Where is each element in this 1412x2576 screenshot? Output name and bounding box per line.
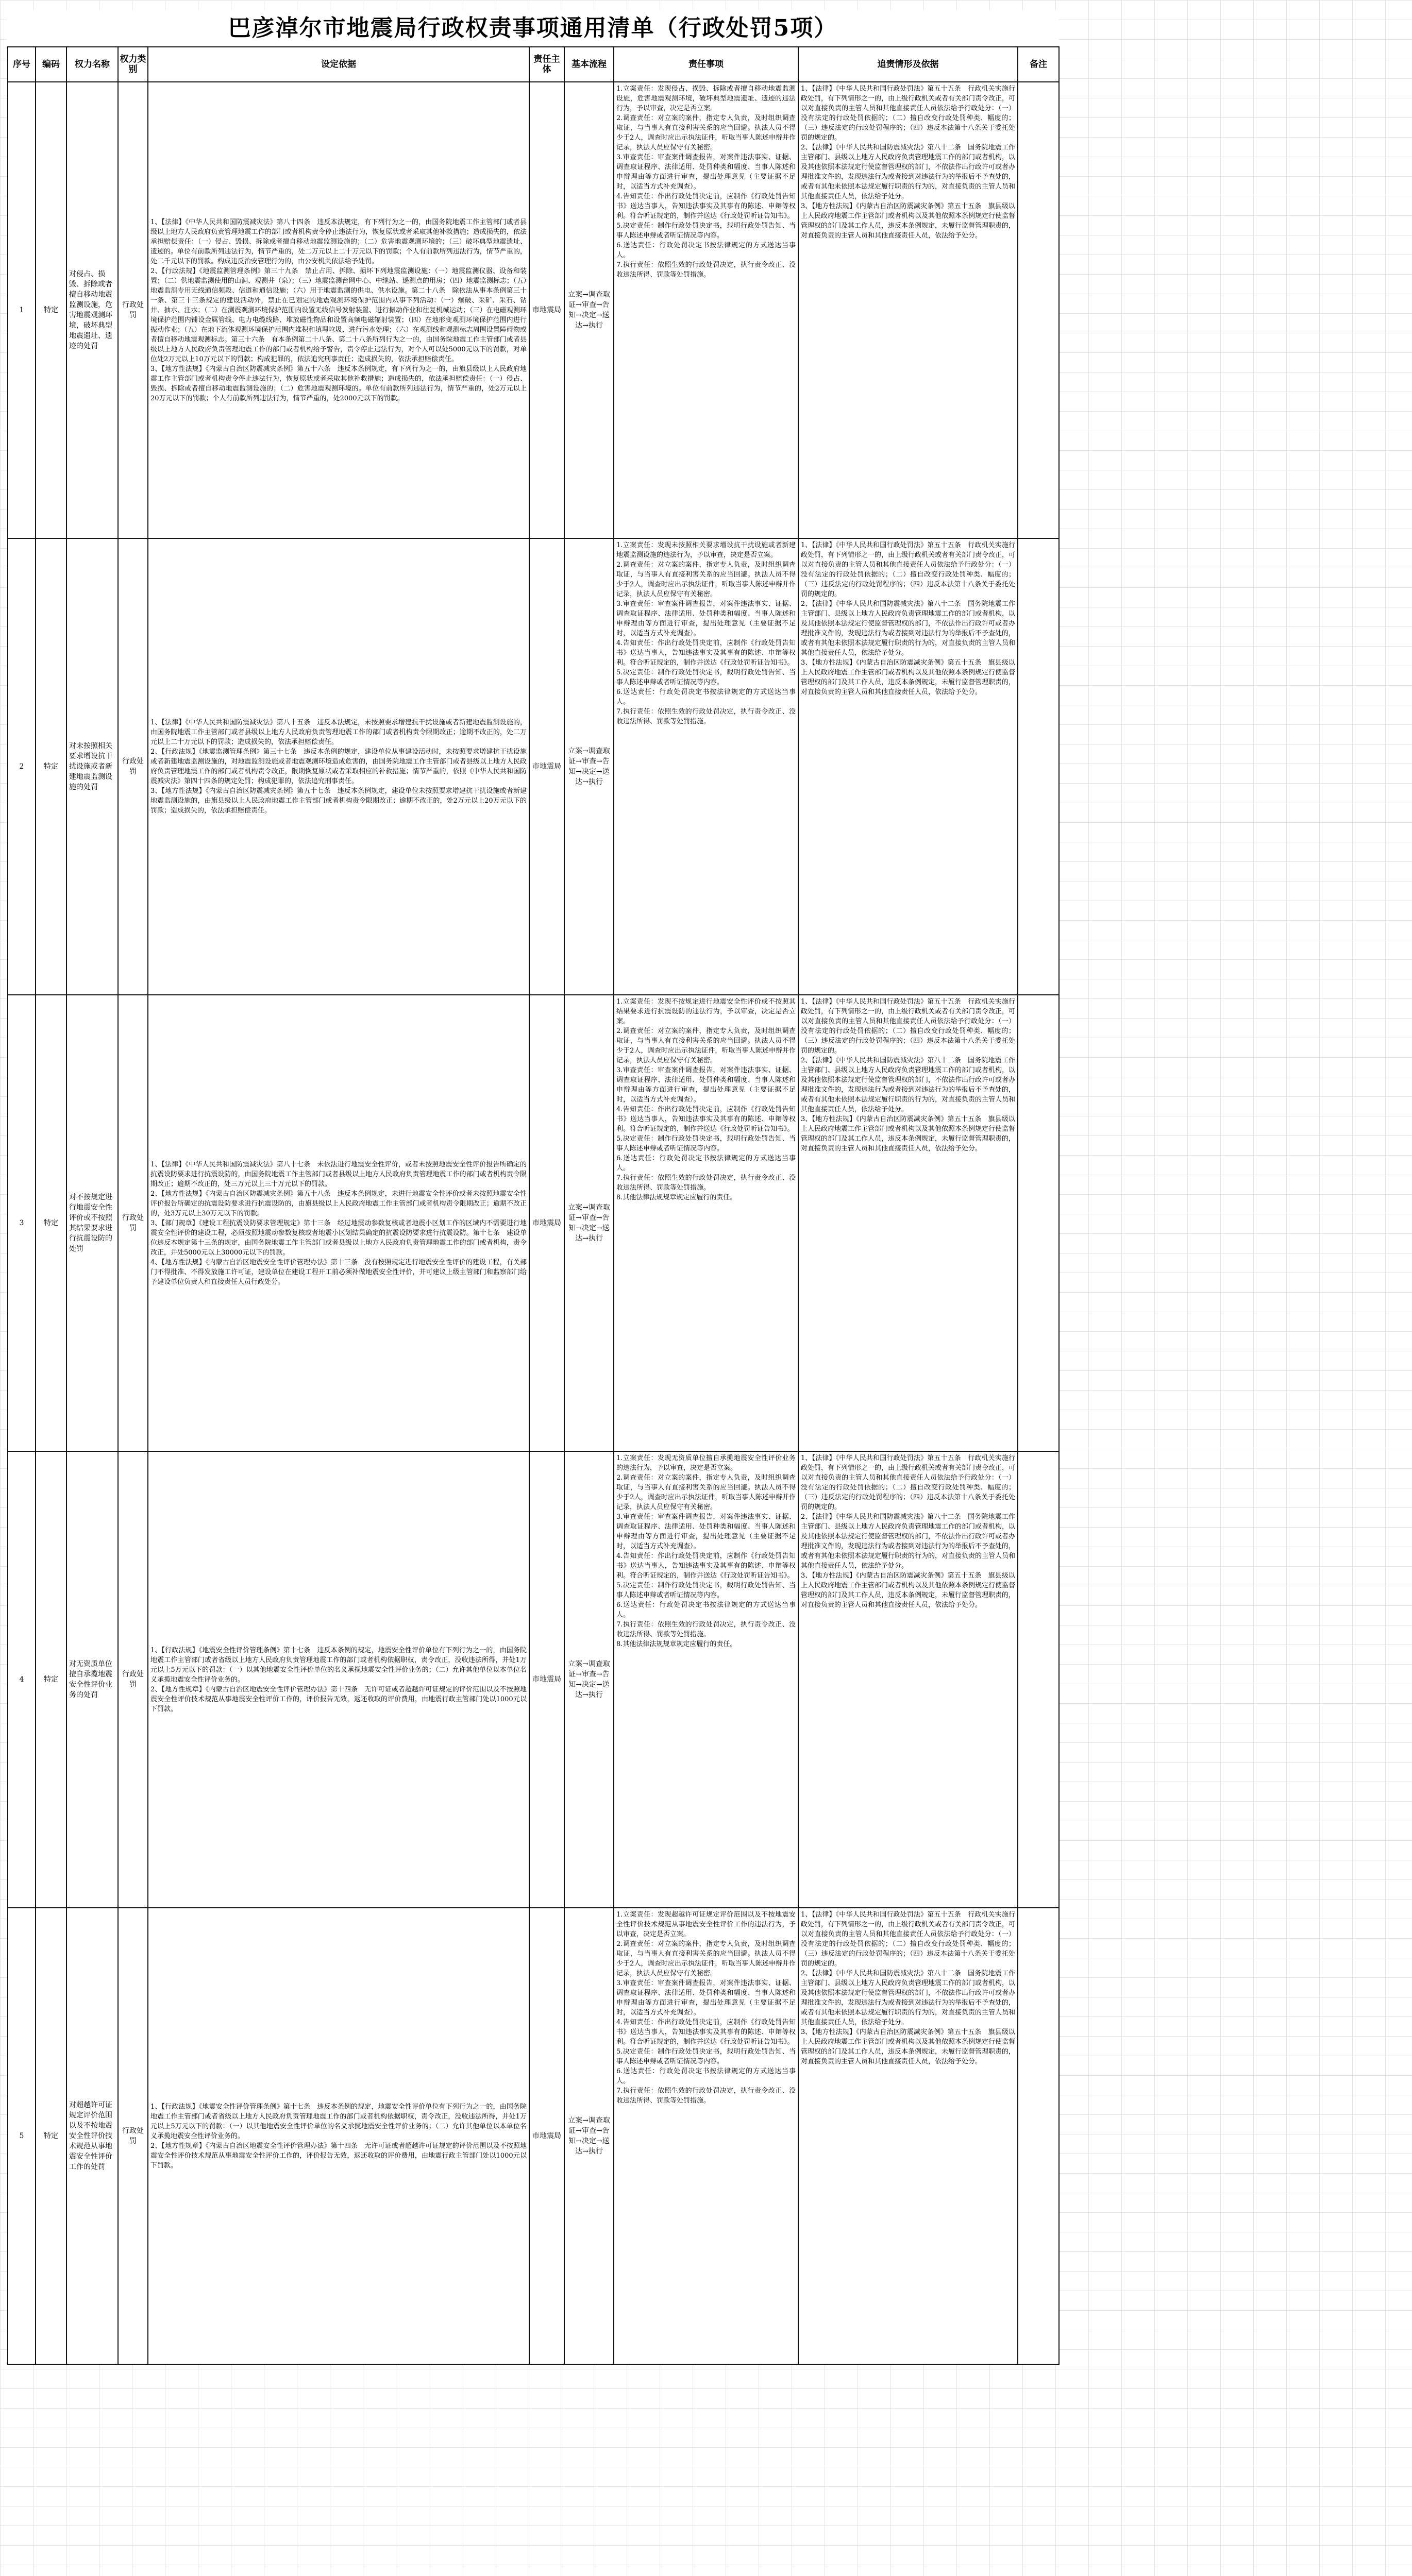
header-basis: 设定依据	[148, 47, 529, 82]
document-sheet	[7, 10, 1058, 2365]
duty-list-table	[7, 46, 1060, 2365]
cell-power-name: 对无资质单位擅自承揽地震安全性评价业务的处罚	[66, 1451, 118, 1908]
header-name: 权力名称	[66, 47, 118, 82]
cell-power-type: 行政处罚	[118, 995, 148, 1451]
header-subject: 责任主体	[529, 47, 564, 82]
header-remark: 备注	[1018, 47, 1059, 82]
cell-power-name: 对侵占、损毁、拆除或者擅自移动地震监测设施，危害地震观测环境，破坏典型地震遗址、遗迹的处罚	[66, 82, 118, 538]
cell-subject: 市地震局	[529, 538, 564, 995]
cell-remark	[1018, 1908, 1059, 2364]
cell-duty: 1.立案责任：发现未按照相关要求增设抗干扰设施或者新建地震监测设施的违法行为，予以审查，决定是否立案。 2.调查责任：对立案的案件，指定专人负责，及时组织调查取证，与当事人有直接利害关系的应当回避。执法人员不得少于2人，调查时应出示执法证件，听取当事人陈述申辩并作记录，执法人员应保守有关秘密。 3.审查责任：审查案件调查报告，对案件违法事实、证据、调查取证程序、法律适用、处罚种类和幅度、当事人陈述和申辩理由等方面进行审查，提出处理意见（主要证据不足时，以适当方式补充调查）。 4.告知责任：作出行政处罚决定前，应制作《行政处罚告知书》送达当事人，告知违法事实及其事有的陈述、申辩等权利。符合听证规定的，制作并送达《行政处罚听证告知书》。 5.决定责任：制作行政处罚决定书，载明行政处罚告知、当事人陈述申辩或者听证情况等内容。 6.送达责任：行政处罚决定书按法律规定的方式送达当事人。 7.执行责任：依照生效的行政处罚决定，执行责令改正、没收违法所得、罚款等处罚措施。	[614, 538, 798, 995]
cell-remark	[1018, 1451, 1059, 1908]
cell-legal-basis: 1、【法律】《中华人民共和国防震减灾法》第八十五条 违反本法规定，未按照要求增建抗干扰设施或者新建地震监测设施的，由国务院地震工作主管部门或者县级以上地方人民政府负责管理地震工作的部门或者机构责令限期改正；逾期不改正的，处二万元以上二十万元以下的罚款；造成损失的，依法承担赔偿责任。 2、【行政法规】《地震监测管理条例》第三十七条 违反本条例的规定，建设单位从事建设活动时，未按照要求增建抗干扰设施或者新建地震监测设施的，对地震监测设施或者地震观测环境造成危害的，由国务院地震工作主管部门或者县级以上地方人民政府负责管理地震工作的部门或者机构责令改正，限期恢复原状或者采取相应的补救措施；情节严重的，依照《中华人民共和国防震减灾法》第四十四条的规定处罚；构成犯罪的，依法追究刑事责任。 3、【地方性法规】《内蒙古自治区防震减灾条例》第五十七条 违反本条例规定，建设单位未按照要求增建抗干扰设施或者新建地震监测设施的，由旗县级以上人民政府地震工作主管部门或者机构责令限期改正；逾期不改正的，处2万元以上20万元以下的罚款；造成损失的，依法承担赔偿责任。	[148, 538, 529, 995]
cell-power-name: 对超越许可证规定评价范围以及不按地震安全性评价技术规范从事地震安全性评价工作的处罚	[66, 1908, 118, 2364]
cell-process: 立案→调查取证→审查→告知→决定→送达→执行	[564, 538, 614, 995]
cell-subject: 市地震局	[529, 995, 564, 1451]
cell-accountability: 1、【法律】《中华人民共和国行政处罚法》第五十五条 行政机关实施行政处罚，有下列情形之一的，由上级行政机关或者有关部门责令改正，可以对直接负责的主管人员和其他直接责任人员依法给予行政处分：（一）没有法定的行政处罚依据的；（二）擅自改变行政处罚种类、幅度的；（三）违反法定的行政处罚程序的；（四）违反本法第十八条关于委托处罚的规定的。 2、【法律】《中华人民共和国防震减灾法》第八十二条 国务院地震工作主管部门、县级以上地方人民政府负责管理地震工作的部门或者机构，以及其他依照本法规定行使监督管理权的部门，不依法作出行政许可或者办理批准文件的，发现违法行为或者接到对违法行为的举报后不予查处的，或者有其他未依照本法规定履行职责的行为的，对直接负责的主管人员和其他直接责任人员，依法给予处分。 3、【地方性法规】《内蒙古自治区防震减灾条例》第五十五条 旗县级以上人民政府地震工作主管部门或者机构以及其他依照本条例规定行使监督管理权的部门及其工作人员，违反本条例规定，未履行监督管理职责的，对直接负责的主管人员和其他直接责任人员，依法给予处分。	[798, 1908, 1018, 2364]
cell-seq: 5	[8, 1908, 36, 2364]
table-row	[8, 1908, 1059, 2364]
cell-duty: 1.立案责任：发现超越许可证规定评价范围以及不按地震安全性评价技术规范从事地震安全性评价工作的违法行为，予以审查，决定是否立案。 2.调查责任：对立案的案件，指定专人负责，及时组织调查取证，与当事人有直接利害关系的应当回避。执法人员不得少于2人，调查时应出示执法证件，听取当事人陈述申辩并作记录，执法人员应保守有关秘密。 3.审查责任：审查案件调查报告，对案件违法事实、证据、调查取证程序、法律适用、处罚种类和幅度、当事人陈述和申辩理由等方面进行审查，提出处理意见（主要证据不足时，以适当方式补充调查）。 4.告知责任：作出行政处罚决定前，应制作《行政处罚告知书》送达当事人，告知违法事实及其事有的陈述、申辩等权利。符合听证规定的，制作并送达《行政处罚听证告知书》。 5.决定责任：制作行政处罚决定书，载明行政处罚告知、当事人陈述申辩或者听证情况等内容。 6.送达责任：行政处罚决定书按法律规定的方式送达当事人。 7.执行责任：依照生效的行政处罚决定，执行责令改正、没收违法所得、罚款等处罚措施。	[614, 1908, 798, 2364]
cell-seq: 2	[8, 538, 36, 995]
cell-code: 特定	[36, 1451, 66, 1908]
cell-code: 特定	[36, 538, 66, 995]
cell-process: 立案→调查取证→审查→告知→决定→送达→执行	[564, 82, 614, 538]
cell-code: 特定	[36, 1908, 66, 2364]
cell-legal-basis: 1、【法律】《中华人民共和国防震减灾法》第八十四条 违反本法规定，有下列行为之一的，由国务院地震工作主管部门或者县级以上地方人民政府负责管理地震工作的部门或者机构责令停止违法行为，恢复原状或者采取其他补救措施；造成损失的，依法承担赔偿责任：（一）侵占、毁损、拆除或者擅自移动地震监测设施的；（二）危害地震观测环境的；（三）破坏典型地震遗址、遗迹的。单位有前款所列违法行为，情节严重的，处二万元以上二十万元以下的罚款；个人有前款所列违法行为，情节严重的，处二千元以下的罚款。构成违反治安管理行为的，由公安机关依法给予处罚。 2、【行政法规】《地震监测管理条例》第三十九条 禁止占用、拆除、损坏下列地震监测设施：（一）地震监测仪器、设备和装置；（二）供地震监测使用的山洞、观测井（泉）；（三）地震监测台网中心、中继站、遥测点的用房；（四）地震监测标志；（五）地震监测专用无线通信频段、信道和通信设施；（六）用于地震监测的供电、供水设施。第二十八条 除依法从事本条例第三十一条、第三十三条规定的建设活动外，禁止在已划定的地震观测环境保护范围内从事下列活动：（一）爆破、采矿、采石、钻井、抽水、注水；（二）在测震观测环境保护范围内设置无线信号发射装置、进行振动作业和往复机械运动；（三）在电磁观测环境保护范围内铺设金属管线、电力电缆线路、堆放磁性物品和设置高频电磁辐射装置；（四）在地形变观测环境保护范围内进行振动作业；（五）在地下流体观测环境保护范围内堆积和填埋垃圾、进行污水处理；（六）在观测线和观测标志周围设置障碍物或者擅自移动地震观测标志。第三十六条 有本条例第二十八条、第二十八条所列行为之一的，由国务院地震工作主管部门或者县级以上地方人民政府负责管理地震工作的部门或者机构给予警告，责令停止违法行为，对个人可以处5000元以下的罚款，对单位处2万元以上10万元以下的罚款；构成犯罪的，依法追究刑事责任；造成损失的，依法承担赔偿责任。 3、【地方性法规】《内蒙古自治区防震减灾条例》第五十六条 违反本条例规定，有下列行为之一的，由旗县级以上人民政府地震工作主管部门或者机构责令停止违法行为，恢复原状或者采取其他补救措施；造成损失的，依法承担赔偿责任：（一）侵占、毁损、拆除或者擅自移动地震监测设施的；（二）危害地震观测环境的。单位有前款所列违法行为，情节严重的，处2万元以上20万元以下的罚款；个人有前款所列违法行为，情节严重的，处2000元以下的罚款。	[148, 82, 529, 538]
header-duty: 责任事项	[614, 47, 798, 82]
cell-accountability: 1、【法律】《中华人民共和国行政处罚法》第五十五条 行政机关实施行政处罚，有下列情形之一的，由上级行政机关或者有关部门责令改正，可以对直接负责的主管人员和其他直接责任人员依法给予行政处分：（一）没有法定的行政处罚依据的；（二）擅自改变行政处罚种类、幅度的；（三）违反法定的行政处罚程序的；（四）违反本法第十八条关于委托处罚的规定的。 2、【法律】《中华人民共和国防震减灾法》第八十二条 国务院地震工作主管部门、县级以上地方人民政府负责管理地震工作的部门或者机构，以及其他依照本法规定行使监督管理权的部门，不依法作出行政许可或者办理批准文件的，发现违法行为或者接到对违法行为的举报后不予查处的，或者有其他未依照本法规定履行职责的行为的，对直接负责的主管人员和其他直接责任人员，依法给予处分。 3、【地方性法规】《内蒙古自治区防震减灾条例》第五十五条 旗县级以上人民政府地震工作主管部门或者机构以及其他依照本条例规定行使监督管理权的部门及其工作人员，违反本条例规定，未履行监督管理职责的，对直接负责的主管人员和其他直接责任人员，依法给予处分。	[798, 1451, 1018, 1908]
cell-legal-basis: 1、【行政法规】《地震安全性评价管理条例》第十七条 违反本条例的规定，地震安全性评价单位有下列行为之一的，由国务院地震工作主管部门或者省级以上地方人民政府负责管理地震工作的部门或者机构依据职权，责令改正，没收违法所得，并处1万元以上5万元以下的罚款：（一）以其他地震安全性评价单位的名义承揽地震安全性评价业务的；（二）允许其他单位以本单位名义承揽地震安全性评价业务的。 2、【地方性规章】《内蒙古自治区地震安全性评价管理办法》第十四条 无许可证或者超越许可证规定的评价范围以及不按照地震安全性评价技术规范从事地震安全性评价工作的，评价报告无效，返还收取的评价费用，由地震行政主管部门处以1000元以下罚款。	[148, 1451, 529, 1908]
cell-remark	[1018, 538, 1059, 995]
cell-duty: 1.立案责任：发现不按规定进行地震安全性评价或不按照其结果要求进行抗震设防的违法行为，予以审查，决定是否立案。 2.调查责任：对立案的案件，指定专人负责，及时组织调查取证，与当事人有直接利害关系的应当回避。执法人员不得少于2人，调查时应出示执法证件，听取当事人陈述申辩并作记录，执法人员应保守有关秘密。 3.审查责任：审查案件调查报告，对案件违法事实、证据、调查取证程序、法律适用、处罚种类和幅度、当事人陈述和申辩理由等方面进行审查，提出处理意见（主要证据不足时，以适当方式补充调查）。 4.告知责任：作出行政处罚决定前，应制作《行政处罚告知书》送达当事人，告知违法事实及其事有的陈述、申辩等权利。符合听证规定的，制作并送达《行政处罚听证告知书》。 5.决定责任：制作行政处罚决定书，载明行政处罚告知、当事人陈述申辩或者听证情况等内容。 6.送达责任：行政处罚决定书按法律规定的方式送达当事人。 7.执行责任：依照生效的行政处罚决定，执行责令改正、没收违法所得、罚款等处罚措施。 8.其他法律法规规章规定应履行的责任。	[614, 995, 798, 1451]
header-seq: 序号	[8, 47, 36, 82]
cell-legal-basis: 1、【行政法规】《地震安全性评价管理条例》第十七条 违反本条例的规定，地震安全性评价单位有下列行为之一的，由国务院地震工作主管部门或者省级以上地方人民政府负责管理地震工作的部门或者机构依据职权，责令改正，没收违法所得，并处1万元以上5万元以下的罚款：（一）以其他地震安全性评价单位的名义承揽地震安全性评价业务的；（二）允许其他单位以本单位名义承揽地震安全性评价业务的。 2、【地方性规章】《内蒙古自治区地震安全性评价管理办法》第十四条 无许可证或者超越许可证规定的评价范围以及不按照地震安全性评价技术规范从事地震安全性评价工作的，评价报告无效，返还收取的评价费用，由地震行政主管部门处以1000元以下罚款。	[148, 1908, 529, 2364]
cell-remark	[1018, 995, 1059, 1451]
cell-subject: 市地震局	[529, 82, 564, 538]
table-row	[8, 538, 1059, 995]
table-row	[8, 1451, 1059, 1908]
cell-power-name: 对不按规定进行地震安全性评价或不按照其结果要求进行抗震设防的处罚	[66, 995, 118, 1451]
cell-seq: 4	[8, 1451, 36, 1908]
cell-seq: 3	[8, 995, 36, 1451]
cell-legal-basis: 1、【法律】《中华人民共和国防震减灾法》第八十七条 未依法进行地震安全性评价，或者未按照地震安全性评价报告所确定的抗震设防要求进行抗震设防的，由国务院地震工作主管部门或者县级以上地方人民政府负责管理地震工作的部门或者机构责令限期改正；逾期不改正的，处三万元以上三十万元以下的罚款。 2、【地方性法规】《内蒙古自治区防震减灾条例》第五十八条 违反本条例规定，未进行地震安全性评价或者未按照地震安全性评价报告所确定的抗震设防要求进行抗震设防的，由旗县级以上人民政府地震工作主管部门或者机构责令限期改正；逾期不改正的，处3万元以上30万元以下的罚款。 3、【部门规章】《建设工程抗震设防要求管理规定》第十三条 经过地震动参数复核或者地震小区划工作的区域内不需要进行地震安全性评价的建设工程，必须按照地震动参数复核或者地震小区划结果确定的抗震设防要求进行抗震设防。第十七条 建设单位违反本规定第十三条的规定，由国务院地震工作主管部门或者县级以上地方人民政府负责管理地震工作的部门或者机构，责令改正，并处5000元以上30000元以下的罚款。 4、【地方性法规】《内蒙古自治区地震安全性评价管理办法》第十三条 没有按照规定进行地震安全性评价的建设工程，有关部门不得批准、不得发放施工许可证，建设单位在建设工程开工前必须补做地震安全性评价，并可建议上级主管部门和监察部门给予建设单位负责人和直接责任人员行政处分。	[148, 995, 529, 1451]
header-process: 基本流程	[564, 47, 614, 82]
header-row	[8, 47, 1059, 82]
cell-power-name: 对未按照相关要求增设抗干扰设施或者新建地震监测设施的处罚	[66, 538, 118, 995]
cell-duty: 1.立案责任：发现侵占、损毁、拆除或者擅自移动地震监测设施，危害地震观测环境，破坏典型地震遗址、遗迹的违法行为，予以审查，决定是否立案。 2.调查责任：对立案的案件，指定专人负责，及时组织调查取证，与当事人有直接利害关系的应当回避。执法人员不得少于2人，调查时应出示执法证件，听取当事人陈述申辩并作记录，执法人员应保守有关秘密。 3.审查责任：审查案件调查报告，对案件违法事实、证据、调查取证程序、法律适用、处罚种类和幅度、当事人陈述和申辩理由等方面进行审查，提出处理意见（主要证据不足时，以适当方式补充调查）。 4.告知责任：作出行政处罚决定前，应制作《行政处罚告知书》送达当事人，告知违法事实及其事有的陈述、申辩等权利。符合听证规定的，制作并送达《行政处罚听证告知书》。 5.决定责任：制作行政处罚决定书，载明行政处罚告知、当事人陈述申辩或者听证情况等内容。 6.送达责任：行政处罚决定书按法律规定的方式送达当事人。 7.执行责任：依照生效的行政处罚决定，执行责令改正、没收违法所得、罚款等处罚措施。	[614, 82, 798, 538]
cell-power-type: 行政处罚	[118, 82, 148, 538]
cell-seq: 1	[8, 82, 36, 538]
cell-process: 立案→调查取证→审查→告知→决定→送达→执行	[564, 995, 614, 1451]
cell-process: 立案→调查取证→审查→告知→决定→送达→执行	[564, 1451, 614, 1908]
cell-power-type: 行政处罚	[118, 538, 148, 995]
cell-accountability: 1、【法律】《中华人民共和国行政处罚法》第五十五条 行政机关实施行政处罚，有下列情形之一的，由上级行政机关或者有关部门责令改正，可以对直接负责的主管人员和其他直接责任人员依法给予行政处分：（一）没有法定的行政处罚依据的；（二）擅自改变行政处罚种类、幅度的；（三）违反法定的行政处罚程序的；（四）违反本法第十八条关于委托处罚的规定的。 2、【法律】《中华人民共和国防震减灾法》第八十二条 国务院地震工作主管部门、县级以上地方人民政府负责管理地震工作的部门或者机构，以及其他依照本法规定行使监督管理权的部门，不依法作出行政许可或者办理批准文件的，发现违法行为或者接到对违法行为的举报后不予查处的，或者有其他未依照本法规定履行职责的行为的，对直接负责的主管人员和其他直接责任人员，依法给予处分。 3、【地方性法规】《内蒙古自治区防震减灾条例》第五十五条 旗县级以上人民政府地震工作主管部门或者机构以及其他依照本条例规定行使监督管理权的部门及其工作人员，违反本条例规定，未履行监督管理职责的，对直接负责的主管人员和其他直接责任人员，依法给予处分。	[798, 82, 1018, 538]
document-title: 巴彦淖尔市地震局行政权责事项通用清单（行政处罚5项）	[7, 10, 1058, 46]
cell-power-type: 行政处罚	[118, 1451, 148, 1908]
cell-remark	[1018, 82, 1059, 538]
cell-process: 立案→调查取证→审查→告知→决定→送达→执行	[564, 1908, 614, 2364]
header-type: 权力类别	[118, 47, 148, 82]
cell-code: 特定	[36, 82, 66, 538]
cell-accountability: 1、【法律】《中华人民共和国行政处罚法》第五十五条 行政机关实施行政处罚，有下列情形之一的，由上级行政机关或者有关部门责令改正，可以对直接负责的主管人员和其他直接责任人员依法给予行政处分：（一）没有法定的行政处罚依据的；（二）擅自改变行政处罚种类、幅度的；（三）违反法定的行政处罚程序的；（四）违反本法第十八条关于委托处罚的规定的。 2、【法律】《中华人民共和国防震减灾法》第八十二条 国务院地震工作主管部门、县级以上地方人民政府负责管理地震工作的部门或者机构，以及其他依照本法规定行使监督管理权的部门，不依法作出行政许可或者办理批准文件的，发现违法行为或者接到对违法行为的举报后不予查处的，或者有其他未依照本法规定履行职责的行为的，对直接负责的主管人员和其他直接责任人员，依法给予处分。 3、【地方性法规】《内蒙古自治区防震减灾条例》第五十五条 旗县级以上人民政府地震工作主管部门或者机构以及其他依照本条例规定行使监督管理权的部门及其工作人员，违反本条例规定，未履行监督管理职责的，对直接负责的主管人员和其他直接责任人员，依法给予处分。	[798, 538, 1018, 995]
cell-code: 特定	[36, 995, 66, 1451]
cell-duty: 1.立案责任：发现无资质单位擅自承揽地震安全性评价业务的违法行为，予以审查，决定是否立案。 2.调查责任：对立案的案件，指定专人负责，及时组织调查取证，与当事人有直接利害关系的应当回避。执法人员不得少于2人，调查时应出示执法证件，听取当事人陈述申辩并作记录，执法人员应保守有关秘密。 3.审查责任：审查案件调查报告，对案件违法事实、证据、调查取证程序、法律适用、处罚种类和幅度、当事人陈述和申辩理由等方面进行审查，提出处理意见（主要证据不足时，以适当方式补充调查）。 4.告知责任：作出行政处罚决定前，应制作《行政处罚告知书》送达当事人，告知违法事实及其事有的陈述、申辩等权利。符合听证规定的，制作并送达《行政处罚听证告知书》。 5.决定责任：制作行政处罚决定书，载明行政处罚告知、当事人陈述申辩或者听证情况等内容。 6.送达责任：行政处罚决定书按法律规定的方式送达当事人。 7.执行责任：依照生效的行政处罚决定，执行责令改正、没收违法所得、罚款等处罚措施。 8.其他法律法规规章规定应履行的责任。	[614, 1451, 798, 1908]
cell-power-type: 行政处罚	[118, 1908, 148, 2364]
table-row	[8, 82, 1059, 538]
cell-subject: 市地震局	[529, 1451, 564, 1908]
header-accountability: 追责情形及依据	[798, 47, 1018, 82]
header-code: 编码	[36, 47, 66, 82]
cell-accountability: 1、【法律】《中华人民共和国行政处罚法》第五十五条 行政机关实施行政处罚，有下列情形之一的，由上级行政机关或者有关部门责令改正，可以对直接负责的主管人员和其他直接责任人员依法给予行政处分：（一）没有法定的行政处罚依据的；（二）擅自改变行政处罚种类、幅度的；（三）违反法定的行政处罚程序的；（四）违反本法第十八条关于委托处罚的规定的。 2、【法律】《中华人民共和国防震减灾法》第八十二条 国务院地震工作主管部门、县级以上地方人民政府负责管理地震工作的部门或者机构，以及其他依照本法规定行使监督管理权的部门，不依法作出行政许可或者办理批准文件的，发现违法行为或者接到对违法行为的举报后不予查处的，或者有其他未依照本法规定履行职责的行为的，对直接负责的主管人员和其他直接责任人员，依法给予处分。 3、【地方性法规】《内蒙古自治区防震减灾条例》第五十五条 旗县级以上人民政府地震工作主管部门或者机构以及其他依照本条例规定行使监督管理权的部门及其工作人员，违反本条例规定，未履行监督管理职责的，对直接负责的主管人员和其他直接责任人员，依法给予处分。	[798, 995, 1018, 1451]
cell-subject: 市地震局	[529, 1908, 564, 2364]
table-row	[8, 995, 1059, 1451]
